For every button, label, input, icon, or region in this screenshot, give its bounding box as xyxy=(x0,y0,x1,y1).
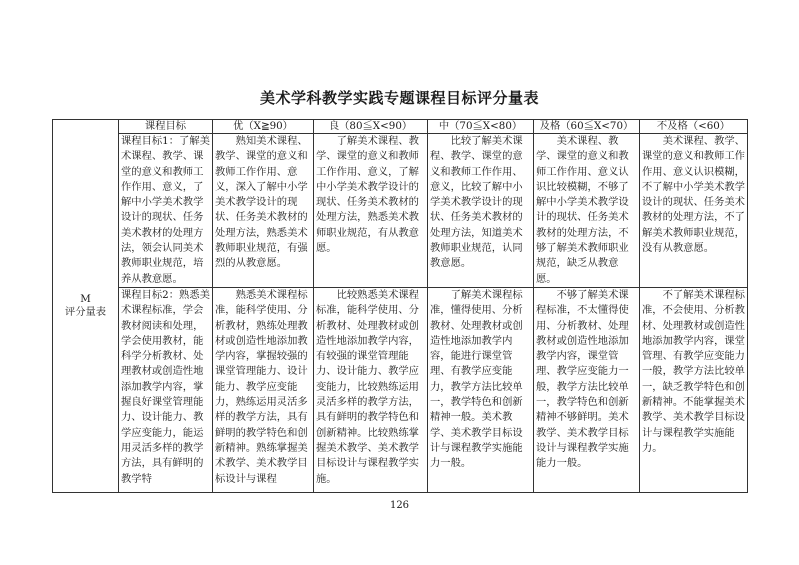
cell-excellent: 熟悉美术课程标准，能科学使用、分析教材，熟练处理教材或创造性地添加教学内容，掌握较强的课堂管理能力、设计能力、教学应变能力，熟练运用灵活多样的教学方法，具有鲜明的教学特色和创新精神。熟练掌握美术教学、美术教学目标设计与课程 xyxy=(213,287,314,492)
header-fail: 不及格（<60） xyxy=(640,120,748,134)
cell-fail: 不了解美术课程标准，不会使用、分析教材、处理教材或创造性地添加教学内容，课堂管理、有教学应变能力一般，教学方法比较单一，缺乏教学特色和创新精神。不能掌握美术教学、美术教学目标设计与课程教学实施能力。 xyxy=(640,287,748,492)
cell-medium: 了解美术课程标准，懂得使用、分析教材、处理教材或创造性地添加教学内容，能进行课堂管理、有教学应变能力，教学方法比较单一，教学特色和创新精神一般。美术教学、美术教学目标设计与课程教学实施能力一般。 xyxy=(428,287,534,492)
rubric-table xyxy=(52,119,748,493)
cell-good: 比较熟悉美术课程标准，能科学使用、分析教材、处理教材或创造性地添加教学内容，有较强的课堂管理能力、设计能力、教学应变能力，比较熟练运用灵活多样的教学方法，具有鲜明的教学特色和创新精神。比较熟练掌握美术教学、美术教学目标设计与课程教学实施。 xyxy=(314,287,428,492)
header-objective: 课程目标 xyxy=(119,120,213,134)
cell-good: 了解美术课程、教学、课堂的意义和教师工作作用、意义，了解中小学美术教学设计的现状、任务美术教材的处理方法，熟悉美术教师职业规范，有从教意愿。 xyxy=(314,134,428,288)
cell-objective: 课程目标2：熟悉美术课程标准，学会教材阅读和处理，学会使用教材，能科学分析教材、处理教材或创造性地添加教学内容，掌握良好课堂管理能力、设计能力、教学应变能力，能运用灵活多样的教学方法，具有鲜明的教学特 xyxy=(119,287,213,492)
header-row xyxy=(53,120,748,134)
document-title: 美术学科教学实践专题课程目标评分量表 xyxy=(259,89,539,107)
header-excellent: 优（X≧90） xyxy=(213,120,314,134)
table-row xyxy=(53,287,748,492)
cell-fail: 美术课程、教学、课堂的意义和教师工作作用、意义认识模糊，不了解中小学美术教学设计的现状、任务美术教材的处理方法，不了解美术教师职业规范，没有从教意愿。 xyxy=(640,134,748,288)
cell-pass: 不够了解美术课程标准，不太懂得使用、分析教材、处理教材或创造性地添加教学内容，课堂管理、教学应变能力一般，教学方法比较单一，教学特色和创新精神不够鲜明。美术教学、美术教学目标设计与课程教学实施能力一般。 xyxy=(534,287,640,492)
cell-objective: 课程目标1：了解美术课程、教学、课堂的意义和教师工作作用、意义，了解中小学美术教学设计的现状、任务美术教材的处理方法，领会认同美术教师职业规范，培养从教意愿。 xyxy=(119,134,213,288)
cell-medium: 比较了解美术课程、教学、课堂的意义和教师工作作用、意义，比较了解中小学美术教学设计的现状、任务美术教材的处理方法，知道美术教师职业规范，认同教意愿。 xyxy=(428,134,534,288)
table-row xyxy=(53,134,748,288)
header-pass: 及格（60≦X<70） xyxy=(534,120,640,134)
cell-pass: 美术课程、教学、课堂的意义和教师工作作用、意义认识比较模糊，不够了解中小学美术教学设计的现状、任务美术教材的处理方法，不够了解美术教师职业规范，缺乏从教意愿。 xyxy=(534,134,640,288)
row-group-label xyxy=(53,120,119,493)
page-number: 126 xyxy=(389,500,410,511)
header-medium: 中（70≦X<80） xyxy=(428,120,534,134)
cell-excellent: 熟知美术课程、教学、课堂的意义和教师工作作用、意义，深入了解中小学美术教学设计的现状、任务美术教材的处理方法，熟悉美术教师职业规范，有强烈的从教意愿。 xyxy=(213,134,314,288)
header-good: 良（80≦X<90） xyxy=(314,120,428,134)
row-group-label-text: M 评分量表 xyxy=(64,292,107,318)
